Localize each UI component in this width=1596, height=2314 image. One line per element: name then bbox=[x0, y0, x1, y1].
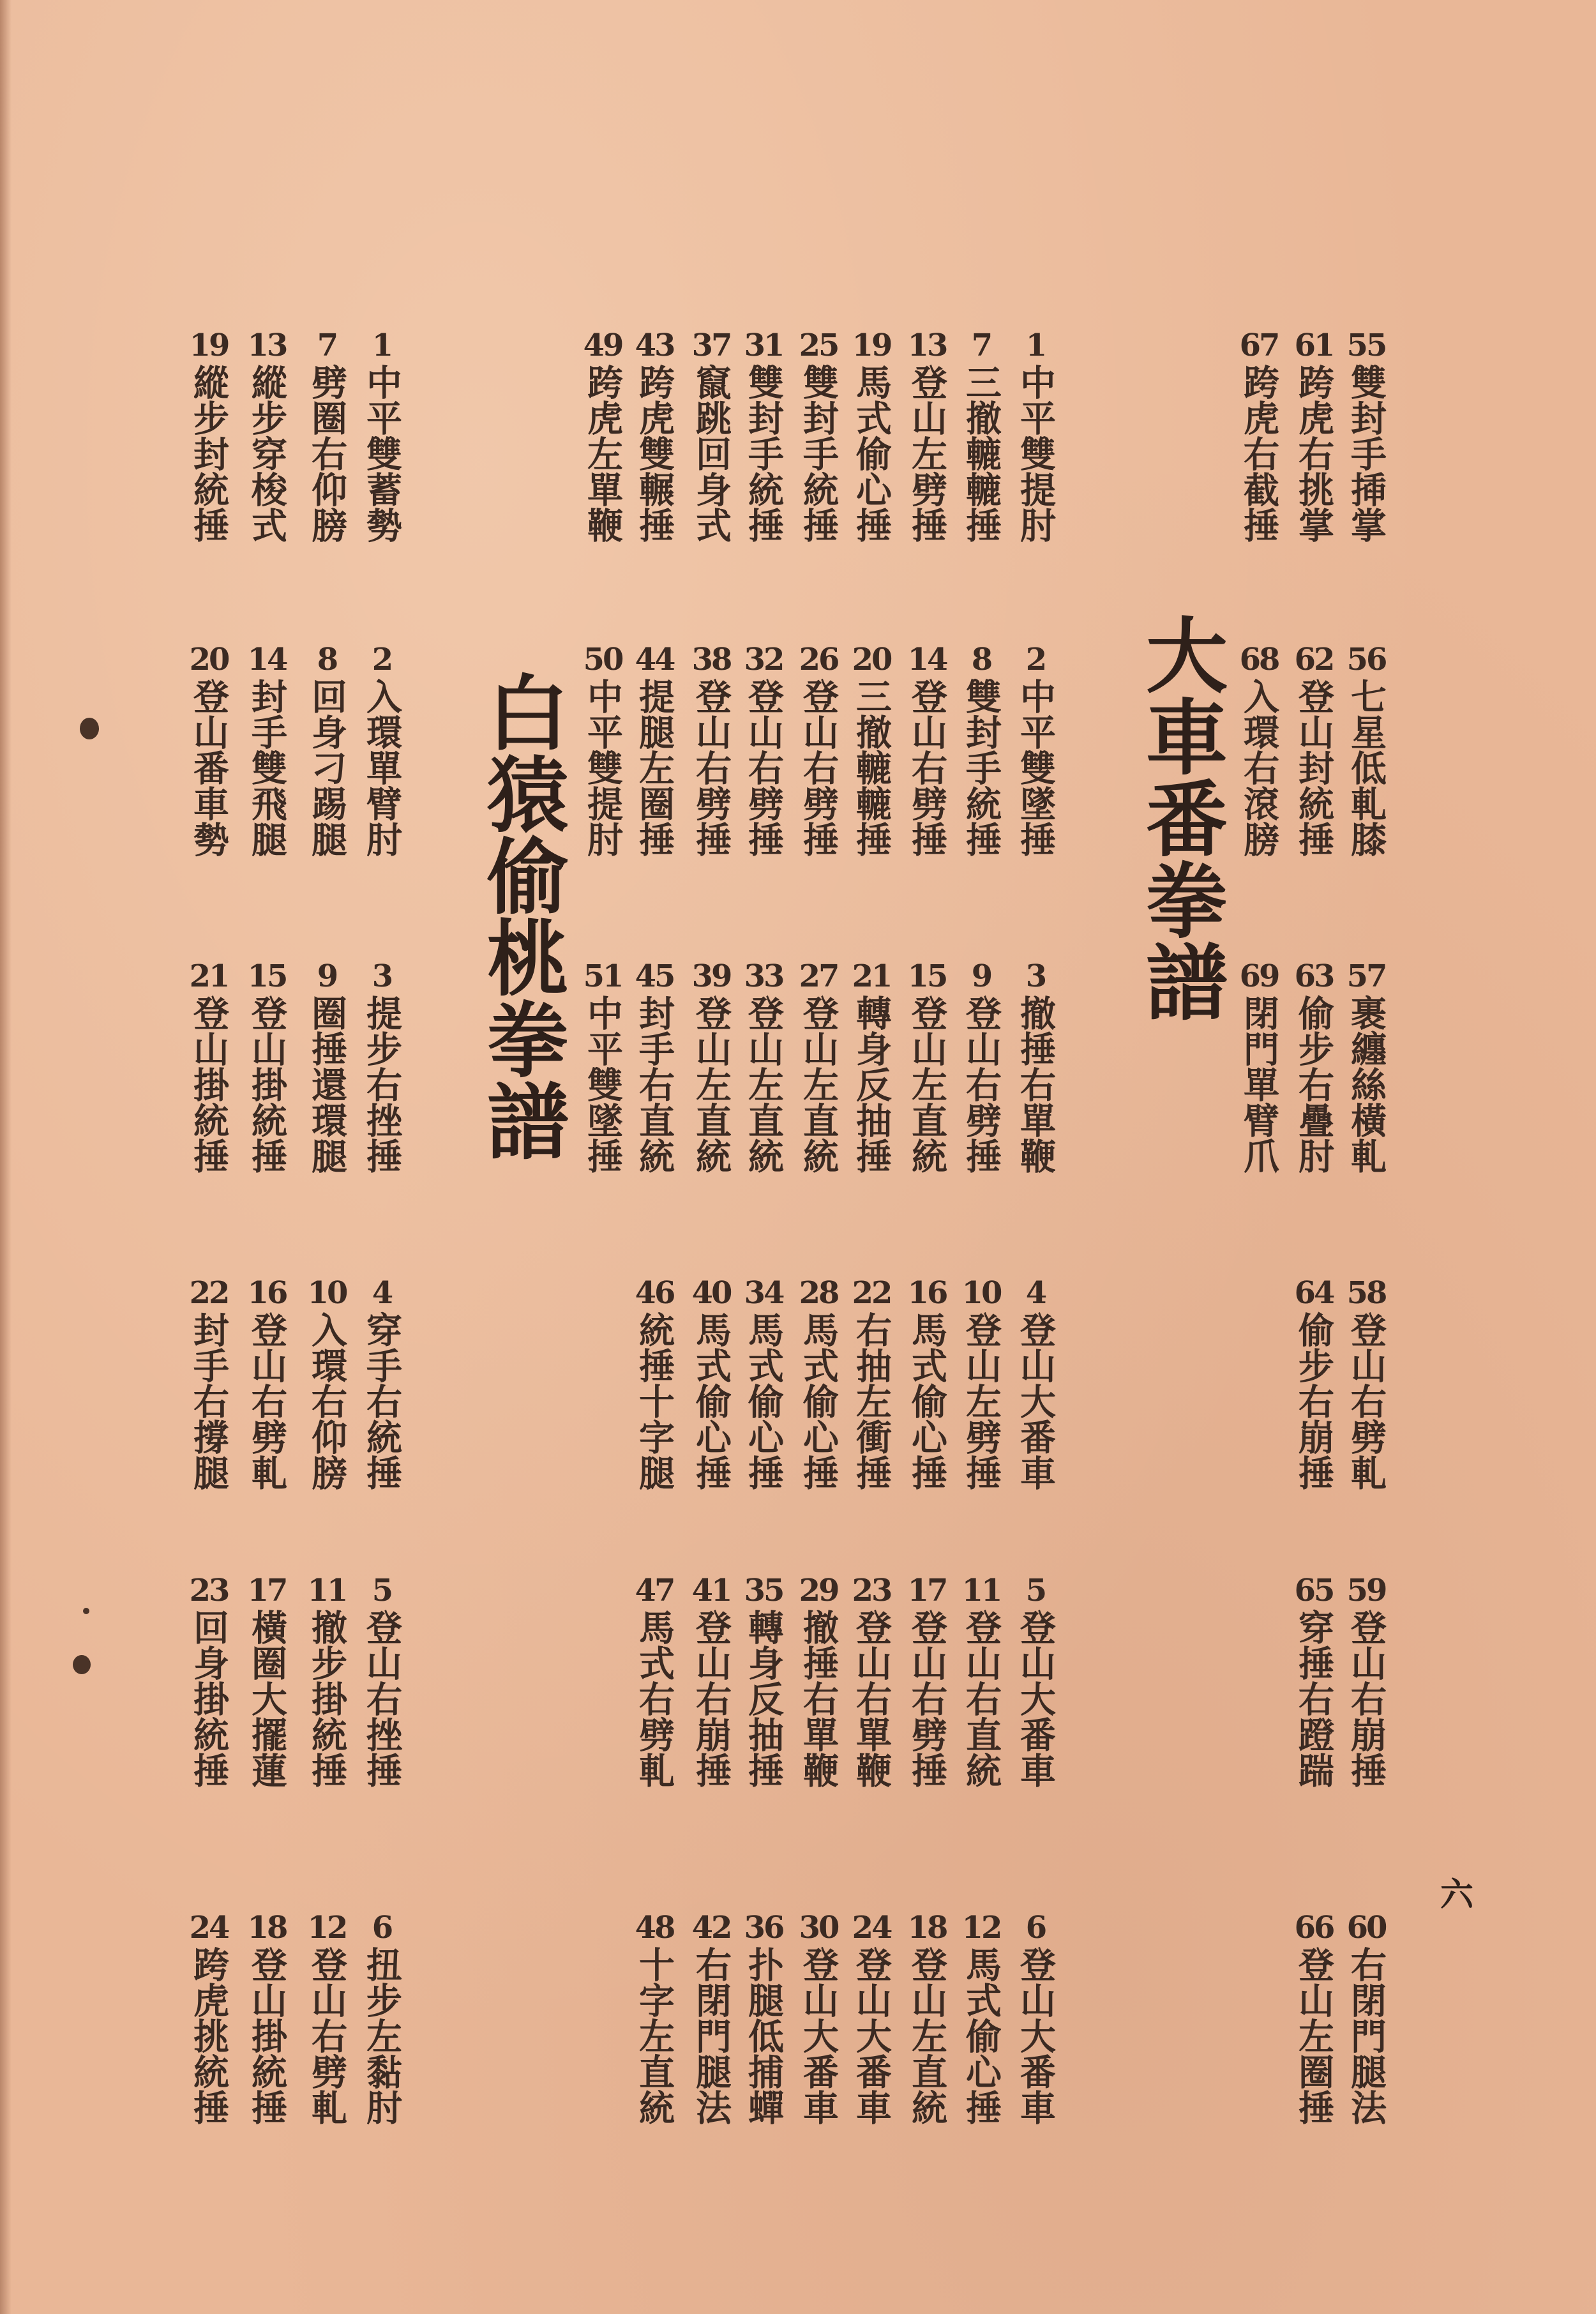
entry-name: 登山大番車 bbox=[797, 1946, 839, 2125]
sequence-entry bbox=[684, 1909, 738, 2125]
sequence-entry bbox=[182, 327, 236, 543]
sequence-entry bbox=[1009, 327, 1062, 543]
sequence-entry bbox=[1339, 1909, 1393, 2125]
entry-name: 回身掛統捶 bbox=[188, 1609, 230, 1788]
entry-number: 23 bbox=[189, 1573, 229, 1608]
sequence-entry bbox=[684, 1572, 738, 1788]
entry-number: 44 bbox=[635, 642, 674, 677]
sequence-entry bbox=[954, 327, 1008, 543]
entry-number: 24 bbox=[852, 1910, 891, 1946]
entry-name: 十字左直統 bbox=[633, 1946, 675, 2125]
sequence-entry bbox=[240, 327, 294, 543]
entry-name: 扑腿低捕蟬 bbox=[742, 1946, 785, 2125]
entry-name: 入環右滾膀 bbox=[1238, 678, 1280, 857]
entry-name: 劈圈右仰膀 bbox=[306, 364, 348, 543]
sequence-entry bbox=[300, 1274, 354, 1490]
entry-number: 8 bbox=[317, 642, 337, 677]
binding-hole bbox=[80, 718, 99, 739]
sequence-entry bbox=[792, 1572, 845, 1788]
entry-name: 登山右劈軋 bbox=[1345, 1312, 1387, 1490]
sequence-entry bbox=[1287, 327, 1341, 543]
sequence-entry bbox=[845, 958, 898, 1174]
binding-hole bbox=[73, 1655, 91, 1674]
entry-name: 登山右劈捶 bbox=[797, 678, 839, 857]
entry-number: 59 bbox=[1346, 1573, 1386, 1608]
entry-number: 46 bbox=[635, 1275, 674, 1311]
title-da-che-fan-quan-pu: 大車番拳譜 bbox=[1132, 613, 1228, 1022]
entry-name: 圈捶還環腿 bbox=[306, 995, 348, 1174]
title-bai-yuan-tou-tao-quan-pu: 白猿偷桃拳譜 bbox=[473, 670, 569, 1161]
entry-name: 登山右劈軋 bbox=[246, 1312, 288, 1490]
entry-name: 統捶十字腿 bbox=[633, 1312, 675, 1490]
entry-number: 36 bbox=[744, 1910, 783, 1946]
entry-number: 1 bbox=[1025, 328, 1046, 363]
entry-number: 13 bbox=[247, 328, 287, 363]
sequence-entry bbox=[1287, 641, 1341, 857]
entry-number: 60 bbox=[1346, 1910, 1386, 1946]
entry-name: 登山左直統 bbox=[690, 995, 732, 1174]
entry-number: 31 bbox=[744, 328, 783, 363]
sequence-entry bbox=[737, 1572, 790, 1788]
sequence-entry bbox=[684, 327, 738, 543]
entry-name: 撤捶右單鞭 bbox=[1014, 995, 1057, 1174]
entry-number: 13 bbox=[907, 328, 947, 363]
entry-name: 回身刁踢腿 bbox=[306, 678, 348, 857]
entry-number: 29 bbox=[799, 1573, 838, 1608]
sequence-entry bbox=[182, 1572, 236, 1788]
sequence-entry bbox=[792, 1274, 845, 1490]
entry-number: 22 bbox=[189, 1275, 229, 1311]
entry-number: 25 bbox=[799, 328, 838, 363]
entry-number: 30 bbox=[799, 1910, 838, 1946]
sequence-entry bbox=[845, 1274, 898, 1490]
entry-name: 右閉門腿法 bbox=[690, 1946, 732, 2125]
entry-number: 20 bbox=[189, 642, 229, 677]
entry-number: 15 bbox=[907, 958, 947, 994]
entry-name: 登山右崩捶 bbox=[690, 1609, 732, 1788]
entry-number: 38 bbox=[691, 642, 731, 677]
entry-name: 登山封統捶 bbox=[1293, 678, 1335, 857]
entry-number: 45 bbox=[635, 958, 674, 994]
sequence-entry bbox=[900, 641, 954, 857]
sequence-entry bbox=[900, 1572, 954, 1788]
entry-name: 縱步穿梭式 bbox=[246, 364, 288, 543]
entry-name: 登山掛統捶 bbox=[246, 995, 288, 1174]
sequence-entry bbox=[1339, 641, 1393, 857]
entry-number: 2 bbox=[1025, 642, 1046, 677]
entry-name: 跨虎挑統捶 bbox=[188, 1946, 230, 2125]
entry-name: 封手右撐腿 bbox=[188, 1312, 230, 1490]
sequence-entry bbox=[845, 1909, 898, 2125]
entry-name: 中平雙墜捶 bbox=[582, 995, 624, 1174]
sequence-entry bbox=[628, 958, 681, 1174]
sequence-entry bbox=[954, 1909, 1008, 2125]
entry-number: 11 bbox=[961, 1573, 1001, 1608]
entry-name: 右閉門腿法 bbox=[1345, 1946, 1387, 2125]
entry-name: 縱步封統捶 bbox=[188, 364, 230, 543]
sequence-entry bbox=[684, 958, 738, 1174]
sequence-entry bbox=[1339, 1274, 1393, 1490]
entry-name: 裹纏絲橫軋 bbox=[1345, 995, 1387, 1174]
entry-name: 封手右直統 bbox=[633, 995, 675, 1174]
entry-name: 馬式偷心捶 bbox=[850, 364, 892, 543]
entry-name: 馬式偷心捶 bbox=[797, 1312, 839, 1490]
entry-name: 登山右劈捶 bbox=[690, 678, 732, 857]
entry-number: 5 bbox=[372, 1573, 392, 1608]
entry-number: 4 bbox=[372, 1275, 392, 1311]
entry-name: 跨虎雙輾捶 bbox=[633, 364, 675, 543]
sequence-entry bbox=[1009, 958, 1062, 1174]
sequence-entry bbox=[240, 1274, 294, 1490]
sequence-entry bbox=[182, 1909, 236, 2125]
sequence-entry bbox=[300, 327, 354, 543]
entry-name: 跨虎右截捶 bbox=[1238, 364, 1280, 543]
sequence-entry bbox=[737, 641, 790, 857]
entry-number: 16 bbox=[907, 1275, 947, 1311]
entry-number: 66 bbox=[1294, 1910, 1334, 1946]
entry-number: 33 bbox=[744, 958, 783, 994]
entry-name: 馬式偷心捶 bbox=[742, 1312, 785, 1490]
sequence-entry bbox=[628, 1909, 681, 2125]
sequence-entry bbox=[1287, 1572, 1341, 1788]
entry-name: 登山右劈捶 bbox=[960, 995, 1002, 1174]
sequence-entry bbox=[1287, 958, 1341, 1174]
entry-name: 中平雙蓄勢 bbox=[361, 364, 403, 543]
sequence-entry bbox=[737, 327, 790, 543]
entry-number: 41 bbox=[691, 1573, 731, 1608]
entry-name: 提步右挫捶 bbox=[361, 995, 403, 1174]
sequence-entry bbox=[1339, 327, 1393, 543]
entry-number: 37 bbox=[691, 328, 731, 363]
entry-number: 21 bbox=[852, 958, 891, 994]
entry-name: 登山番車勢 bbox=[188, 678, 230, 857]
sequence-entry bbox=[182, 1274, 236, 1490]
entry-number: 34 bbox=[744, 1275, 783, 1311]
sequence-entry bbox=[240, 1909, 294, 2125]
entry-name: 登山左直統 bbox=[742, 995, 785, 1174]
sequence-entry bbox=[1009, 1572, 1062, 1788]
entry-name: 登山右單鞭 bbox=[850, 1609, 892, 1788]
entry-name: 登山左圈捶 bbox=[1293, 1946, 1335, 2125]
sequence-entry bbox=[1339, 958, 1393, 1174]
sequence-entry bbox=[240, 958, 294, 1174]
entry-number: 17 bbox=[247, 1573, 287, 1608]
entry-name: 提腿左圈捶 bbox=[633, 678, 675, 857]
sequence-entry bbox=[355, 1274, 409, 1490]
entry-number: 64 bbox=[1294, 1275, 1334, 1311]
entry-number: 9 bbox=[317, 958, 337, 994]
page-number: 六 bbox=[1440, 1875, 1473, 1914]
sequence-entry bbox=[355, 1909, 409, 2125]
sequence-entry bbox=[240, 1572, 294, 1788]
entry-name: 偷步右崩捶 bbox=[1293, 1312, 1335, 1490]
entry-name: 登山大番車 bbox=[1014, 1946, 1057, 2125]
entry-name: 登山右劈捶 bbox=[906, 1609, 948, 1788]
binding-hole bbox=[83, 1608, 89, 1614]
entry-number: 6 bbox=[372, 1910, 392, 1946]
sequence-entry bbox=[900, 1909, 954, 2125]
sequence-entry bbox=[628, 1572, 681, 1788]
entry-number: 18 bbox=[247, 1910, 287, 1946]
entry-number: 21 bbox=[189, 958, 229, 994]
entry-number: 26 bbox=[799, 642, 838, 677]
entry-number: 20 bbox=[852, 642, 891, 677]
entry-name: 登山左直統 bbox=[906, 995, 948, 1174]
sequence-entry bbox=[737, 958, 790, 1174]
entry-number: 2 bbox=[372, 642, 392, 677]
entry-name: 登山左劈捶 bbox=[960, 1312, 1002, 1490]
entry-number: 61 bbox=[1294, 328, 1334, 363]
sequence-entry bbox=[954, 1274, 1008, 1490]
entry-name: 三撤轆轆捶 bbox=[850, 678, 892, 857]
sequence-entry bbox=[900, 958, 954, 1174]
entry-number: 50 bbox=[583, 642, 622, 677]
entry-number: 9 bbox=[971, 958, 991, 994]
entry-name: 撤捶右單鞭 bbox=[797, 1609, 839, 1788]
entry-number: 14 bbox=[907, 642, 947, 677]
sequence-entry bbox=[684, 641, 738, 857]
entry-name: 登山掛統捶 bbox=[246, 1946, 288, 2125]
entry-name: 中平雙提肘 bbox=[1014, 364, 1057, 543]
entry-name: 跨虎右挑掌 bbox=[1293, 364, 1335, 543]
sequence-entry bbox=[900, 1274, 954, 1490]
entry-name: 登山左直統 bbox=[797, 995, 839, 1174]
entry-name: 橫圈大擺蓮 bbox=[246, 1609, 288, 1788]
sequence-entry bbox=[1232, 958, 1286, 1174]
sequence-entry bbox=[1232, 641, 1286, 857]
sequence-entry bbox=[1339, 1572, 1393, 1788]
entry-name: 三撤轆轆捶 bbox=[960, 364, 1002, 543]
sequence-entry bbox=[355, 958, 409, 1174]
entry-number: 23 bbox=[852, 1573, 891, 1608]
sequence-entry bbox=[576, 327, 629, 543]
sequence-entry bbox=[300, 1572, 354, 1788]
entry-number: 5 bbox=[1025, 1573, 1046, 1608]
entry-number: 19 bbox=[189, 328, 229, 363]
entry-name: 登山大番車 bbox=[1014, 1312, 1057, 1490]
entry-number: 28 bbox=[799, 1275, 838, 1311]
sequence-entry bbox=[300, 641, 354, 857]
entry-number: 39 bbox=[691, 958, 731, 994]
entry-name: 入環單臂肘 bbox=[361, 678, 403, 857]
entry-number: 40 bbox=[691, 1275, 731, 1311]
entry-name: 雙封手統捶 bbox=[960, 678, 1002, 857]
page-edge-shadow bbox=[0, 0, 11, 2314]
entry-number: 51 bbox=[583, 958, 622, 994]
entry-name: 穿手右統捶 bbox=[361, 1312, 403, 1490]
entry-number: 6 bbox=[1025, 1910, 1046, 1946]
entry-number: 1 bbox=[372, 328, 392, 363]
entry-number: 42 bbox=[691, 1910, 731, 1946]
entry-number: 7 bbox=[971, 328, 991, 363]
entry-number: 12 bbox=[961, 1910, 1001, 1946]
sequence-entry bbox=[684, 1274, 738, 1490]
entry-name: 登山右崩捶 bbox=[1345, 1609, 1387, 1788]
entry-name: 撤步掛統捶 bbox=[306, 1609, 348, 1788]
sequence-entry bbox=[576, 641, 629, 857]
sequence-entry bbox=[1232, 327, 1286, 543]
entry-name: 馬式偷心捶 bbox=[690, 1312, 732, 1490]
entry-name: 閉門單臂爪 bbox=[1238, 995, 1280, 1174]
sequence-entry bbox=[792, 958, 845, 1174]
entry-number: 16 bbox=[247, 1275, 287, 1311]
entry-number: 68 bbox=[1239, 642, 1279, 677]
entry-number: 65 bbox=[1294, 1573, 1334, 1608]
entry-number: 43 bbox=[635, 328, 674, 363]
sequence-entry bbox=[792, 1909, 845, 2125]
entry-name: 登山右劈軋 bbox=[306, 1946, 348, 2125]
entry-name: 登山掛統捶 bbox=[188, 995, 230, 1174]
entry-number: 49 bbox=[583, 328, 622, 363]
sequence-entry bbox=[954, 958, 1008, 1174]
entry-number: 57 bbox=[1346, 958, 1386, 994]
entry-number: 19 bbox=[852, 328, 891, 363]
entry-number: 4 bbox=[1025, 1275, 1046, 1311]
sequence-entry bbox=[792, 327, 845, 543]
entry-number: 3 bbox=[1025, 958, 1046, 994]
entry-number: 47 bbox=[635, 1573, 674, 1608]
entry-name: 穿捶右蹬踹 bbox=[1293, 1609, 1335, 1788]
entry-number: 27 bbox=[799, 958, 838, 994]
sequence-entry bbox=[628, 641, 681, 857]
entry-name: 雙封手揷掌 bbox=[1345, 364, 1387, 543]
entry-number: 12 bbox=[307, 1910, 347, 1946]
entry-number: 48 bbox=[635, 1910, 674, 1946]
entry-name: 入環右仰膀 bbox=[306, 1312, 348, 1490]
entry-name: 登山左直統 bbox=[906, 1946, 948, 2125]
sequence-entry bbox=[1287, 1909, 1341, 2125]
sequence-entry bbox=[182, 958, 236, 1174]
entry-name: 登山右劈捶 bbox=[742, 678, 785, 857]
entry-number: 32 bbox=[744, 642, 783, 677]
entry-name: 登山大番車 bbox=[850, 1946, 892, 2125]
sequence-entry bbox=[240, 641, 294, 857]
entry-name: 偷步右疊肘 bbox=[1293, 995, 1335, 1174]
sequence-entry bbox=[628, 1274, 681, 1490]
entry-name: 竄跳回身式 bbox=[690, 364, 732, 543]
sequence-entry bbox=[576, 958, 629, 1174]
sequence-entry bbox=[900, 327, 954, 543]
entry-number: 24 bbox=[189, 1910, 229, 1946]
entry-number: 55 bbox=[1346, 328, 1386, 363]
sequence-entry bbox=[1009, 1909, 1062, 2125]
entry-number: 69 bbox=[1239, 958, 1279, 994]
entry-name: 扭步左黏肘 bbox=[361, 1946, 403, 2125]
sequence-entry bbox=[628, 327, 681, 543]
entry-name: 馬式右劈軋 bbox=[633, 1609, 675, 1788]
sequence-entry bbox=[845, 1572, 898, 1788]
entry-number: 7 bbox=[317, 328, 337, 363]
entry-name: 登山大番車 bbox=[1014, 1609, 1057, 1788]
entry-name: 登山右劈捶 bbox=[906, 678, 948, 857]
entry-name: 登山左劈捶 bbox=[906, 364, 948, 543]
sequence-entry bbox=[300, 1909, 354, 2125]
sequence-entry bbox=[355, 1572, 409, 1788]
entry-number: 14 bbox=[247, 642, 287, 677]
entry-number: 11 bbox=[307, 1573, 347, 1608]
entry-number: 35 bbox=[744, 1573, 783, 1608]
entry-name: 右抽左衝捶 bbox=[850, 1312, 892, 1490]
entry-name: 轉身反抽捶 bbox=[742, 1609, 785, 1788]
entry-number: 58 bbox=[1346, 1275, 1386, 1311]
entry-name: 馬式偷心捶 bbox=[906, 1312, 948, 1490]
entry-number: 18 bbox=[907, 1910, 947, 1946]
entry-number: 62 bbox=[1294, 642, 1334, 677]
entry-number: 10 bbox=[307, 1275, 347, 1311]
sequence-entry bbox=[845, 327, 898, 543]
entry-name: 登山右直統 bbox=[960, 1609, 1002, 1788]
sequence-entry bbox=[1009, 641, 1062, 857]
entry-name: 轉身反抽捶 bbox=[850, 995, 892, 1174]
sequence-entry bbox=[355, 327, 409, 543]
entry-name: 登山右挫捶 bbox=[361, 1609, 403, 1788]
entry-number: 17 bbox=[907, 1573, 947, 1608]
sequence-entry bbox=[737, 1909, 790, 2125]
sequence-entry bbox=[300, 958, 354, 1174]
entry-number: 67 bbox=[1239, 328, 1279, 363]
sequence-entry bbox=[954, 1572, 1008, 1788]
entry-name: 中平雙墜捶 bbox=[1014, 678, 1057, 857]
entry-name: 七星低軋膝 bbox=[1345, 678, 1387, 857]
sequence-entry bbox=[954, 641, 1008, 857]
sequence-entry bbox=[1287, 1274, 1341, 1490]
entry-number: 22 bbox=[852, 1275, 891, 1311]
entry-number: 15 bbox=[247, 958, 287, 994]
entry-number: 3 bbox=[372, 958, 392, 994]
entry-name: 雙封手統捶 bbox=[742, 364, 785, 543]
sequence-entry bbox=[792, 641, 845, 857]
entry-name: 雙封手統捶 bbox=[797, 364, 839, 543]
sequence-entry bbox=[182, 641, 236, 857]
entry-number: 10 bbox=[961, 1275, 1001, 1311]
entry-name: 中平雙提肘 bbox=[582, 678, 624, 857]
entry-number: 56 bbox=[1346, 642, 1386, 677]
sequence-entry bbox=[737, 1274, 790, 1490]
entry-number: 63 bbox=[1294, 958, 1334, 994]
entry-number: 8 bbox=[971, 642, 991, 677]
entry-name: 馬式偷心捶 bbox=[960, 1946, 1002, 2125]
sequence-entry bbox=[1009, 1274, 1062, 1490]
entry-name: 跨虎左單鞭 bbox=[582, 364, 624, 543]
entry-name: 封手雙飛腿 bbox=[246, 678, 288, 857]
sequence-entry bbox=[355, 641, 409, 857]
sequence-entry bbox=[845, 641, 898, 857]
